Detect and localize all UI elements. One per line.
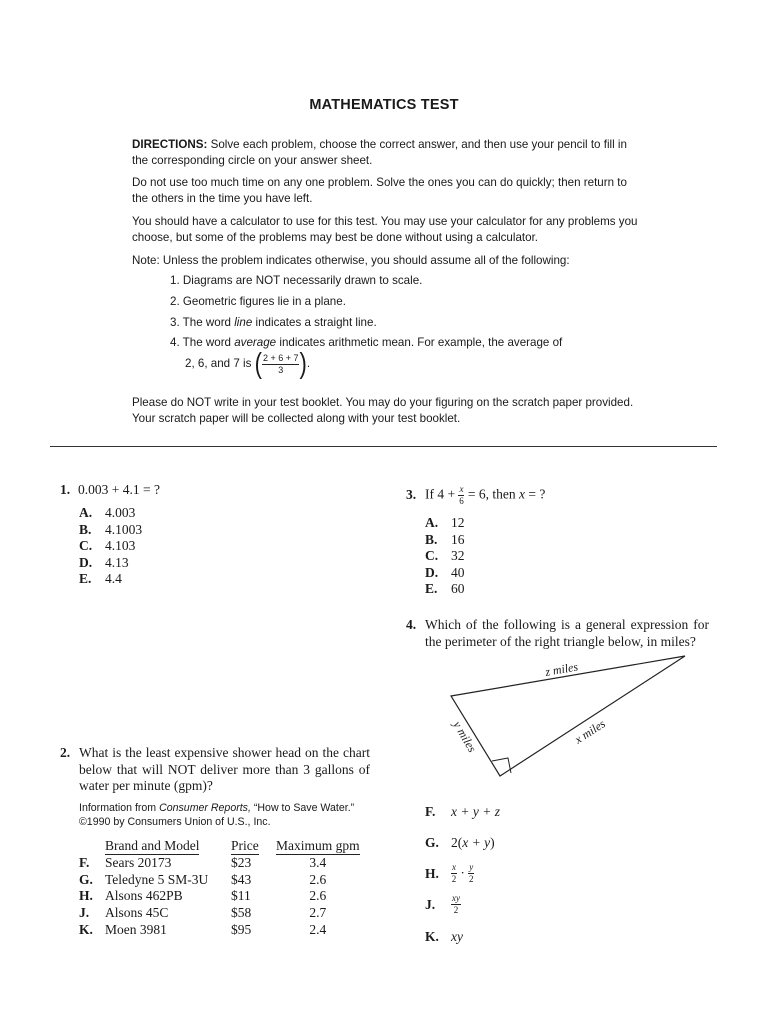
fraction-numerator: 2 + 6 + 7 [262, 352, 299, 363]
note-item-4: 4. The word average indicates arithmetic mean. For example, the average of [170, 336, 563, 349]
directions-text-1: Solve each problem, choose the correct answer, and then use your pencil to fill in the corresponding circle on your answer sheet. [132, 138, 627, 167]
option-b[interactable]: B. 4.1003 [79, 521, 143, 537]
label-y-miles: y miles [450, 718, 480, 755]
question-number: 1. [60, 482, 71, 497]
question-3-options [425, 515, 465, 598]
question-4 [406, 616, 709, 650]
option-c[interactable]: C. 32 [425, 548, 465, 564]
chart-row-k[interactable]: K. Moen 3981 $95 2.4 [79, 921, 327, 937]
header-price: Price [231, 838, 259, 853]
label-x-miles: x miles [572, 716, 608, 747]
question-2 [60, 745, 370, 795]
chart-row-h[interactable]: H. Alsons 462PB $11 2.6 [79, 888, 327, 904]
option-h[interactable]: H. $\frac{x}{2}$ · $\frac{y}{2}$ [425, 862, 474, 884]
note-item-1: 1. Diagrams are NOT necessarily drawn to scale. [170, 274, 423, 287]
example-text: 2, 6, and 7 is [185, 357, 252, 371]
option-d[interactable]: D. 40 [425, 564, 465, 580]
question-1-options [79, 505, 142, 588]
average-fraction [262, 354, 300, 375]
question-number: 3. [406, 486, 417, 502]
directions-label: DIRECTIONS: [132, 138, 208, 151]
note-item-4-example: 2, 6, and 7 is ( $\frac{2 + 6 + 7}{3}$ ). [185, 347, 311, 380]
option-j[interactable]: J. $\frac{xy}{2}$ [425, 893, 460, 915]
directions-paragraph-1 [132, 137, 642, 168]
question-text: 0.003 + 4.1 = ? [78, 482, 160, 497]
option-k[interactable]: K. xy [425, 929, 463, 944]
directions-paragraph-3: You should have a calculator to use for this test. You may use your calculator for any problems you choose, but some of the problems may best be done without using a calculator. [132, 215, 638, 244]
option-b[interactable]: B. 16 [425, 531, 465, 547]
chart-source: Information from Consumer Reports, “How to Save Water.” ©1990 by Consumers Union of U.S., Inc. [79, 802, 355, 828]
option-e[interactable]: E. 60 [425, 581, 465, 597]
option-c[interactable]: C. 4.103 [79, 538, 136, 554]
question-3: 3. If 4 + $\frac{x}{6}$ = 6, then x = ? [406, 484, 546, 506]
right-triangle-diagram [440, 648, 700, 783]
question-1 [60, 482, 160, 499]
chart-row-g[interactable]: G. Teledyne 5 SM-3U $43 2.6 [79, 871, 327, 887]
question-text: What is the least expensive shower head on the chart below that will NOT deliver more than 3 gallons of water per minute (gpm)? [79, 745, 370, 794]
directions-note: Note: Unless the problem indicates otherwise, you should assume all of the following: [132, 254, 570, 267]
header-brand: Brand and Model [105, 838, 200, 853]
chart-row-f[interactable]: F. Sears 20173 $23 3.4 [79, 854, 327, 870]
question-number: 4. [406, 617, 417, 632]
option-a[interactable]: A. 4.003 [79, 505, 136, 520]
option-a[interactable]: A. 12 [425, 515, 465, 530]
option-e[interactable]: E. 4.4 [79, 571, 122, 587]
fraction-denominator: 3 [278, 364, 284, 375]
page-title: MATHEMATICS TEST [309, 97, 459, 113]
option-d[interactable]: D. 4.13 [79, 554, 129, 570]
shower-head-chart [79, 838, 360, 939]
label-z-miles: z miles [544, 659, 580, 679]
note-item-3: 3. The word line indicates a straight line. [170, 316, 377, 329]
chart-header-row [79, 838, 360, 855]
note-item-2: 2. Geometric figures lie in a plane. [170, 295, 346, 308]
question-text: Which of the following is a general expression for the perimeter of the right triangle below, in miles? [425, 617, 709, 649]
option-f[interactable]: F. x + y + z [425, 804, 500, 819]
option-g[interactable]: G. 2(x + y) [425, 835, 495, 850]
directions-paragraph-4: Please do NOT write in your test booklet. You may do your figuring on the scratch paper provided. Your scratch paper will be collected along with your test booklet. [132, 396, 634, 425]
header-gpm: Maximum gpm [276, 838, 360, 853]
directions-paragraph-2: Do not use too much time on any one problem. Solve the ones you can do quickly; then return to the others in the time you have left. [132, 176, 627, 205]
question-number: 2. [60, 745, 71, 760]
section-divider [50, 446, 717, 447]
chart-row-j[interactable]: J. Alsons 45C $58 2.7 [79, 905, 327, 921]
